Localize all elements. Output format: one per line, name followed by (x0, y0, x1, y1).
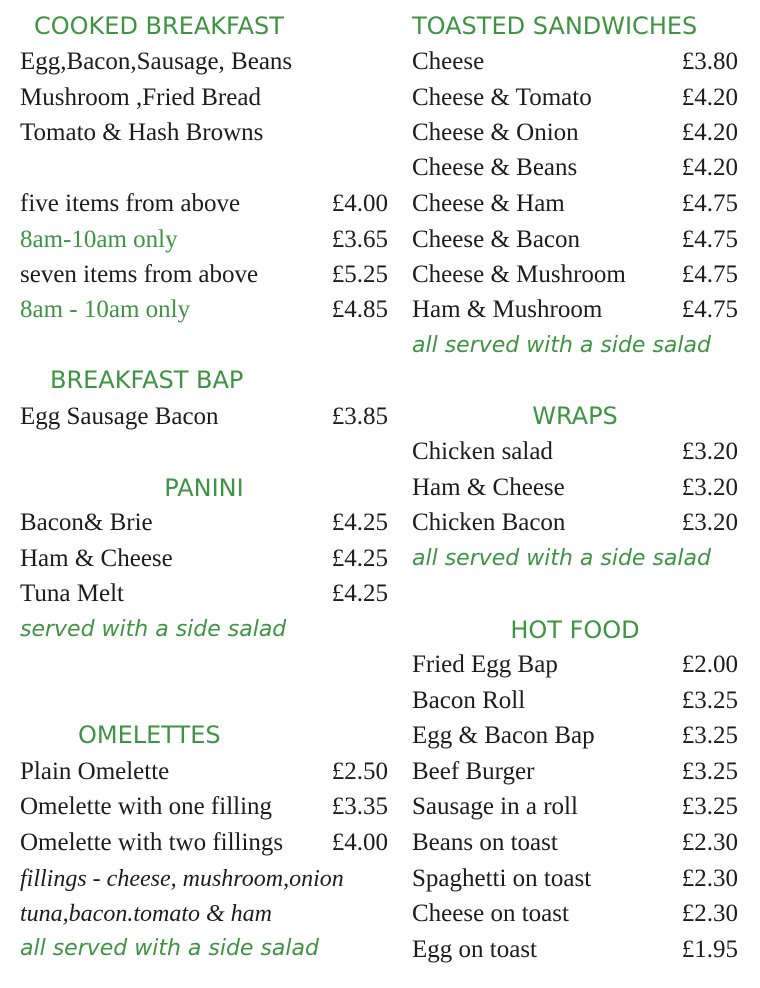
item-price: £3.85 (331, 403, 388, 430)
menu-item (412, 294, 738, 326)
item-name: Ham & Mushroom (412, 296, 603, 323)
menu-item (412, 791, 738, 823)
item-name: Egg on toast (412, 936, 537, 963)
panini-note: served with a side salad (20, 617, 287, 642)
omelettes-note: all served with a side salad (20, 936, 319, 961)
item-name: seven items from above (20, 261, 259, 288)
item-price: £2.30 (681, 829, 738, 856)
menu-item (20, 578, 388, 610)
menu-item (20, 791, 388, 823)
fillings-line: tuna,bacon.tomato & ham (20, 901, 272, 927)
item-name: Egg & Bacon Bap (412, 722, 595, 749)
item-name: Bacon& Brie (20, 509, 153, 536)
menu-item (412, 188, 738, 220)
item-name: five items from above (20, 190, 241, 217)
item-price: £3.65 (331, 226, 388, 253)
menu-item (412, 117, 738, 149)
menu-item (20, 827, 388, 859)
menu-item (412, 720, 738, 752)
item-price: £4.00 (331, 829, 388, 856)
item-price: £3.25 (681, 722, 738, 749)
item-price: £4.85 (331, 296, 388, 323)
item-price: £4.25 (331, 545, 388, 572)
menu-item (20, 543, 388, 575)
item-price: £4.75 (681, 226, 738, 253)
item-price: £2.30 (681, 900, 738, 927)
item-name: Omelette with two fillings (20, 829, 284, 856)
item-price: £2.50 (331, 758, 388, 785)
item-price: £3.25 (681, 687, 738, 714)
menu-item (412, 863, 738, 895)
item-price: £3.20 (681, 509, 738, 536)
item-name: Ham & Cheese (412, 474, 565, 501)
item-price: £4.75 (681, 296, 738, 323)
item-name: Cheese (412, 48, 485, 75)
menu-item (20, 507, 388, 539)
item-price: £3.20 (681, 474, 738, 501)
item-price: £4.20 (681, 119, 738, 146)
item-name: Ham & Cheese (20, 545, 173, 572)
menu-item (412, 756, 738, 788)
item-name: Cheese & Onion (412, 119, 579, 146)
item-name: Sausage in a roll (412, 793, 578, 820)
fillings-line: fillings - cheese, mushroom,onion (20, 866, 344, 892)
item-price: £4.20 (681, 84, 738, 111)
menu-item (412, 46, 738, 78)
item-price: £2.00 (681, 651, 738, 678)
item-price: £4.75 (681, 190, 738, 217)
menu-item (412, 224, 738, 256)
menu-item (412, 934, 738, 966)
panini-title: PANINI (164, 474, 244, 502)
item-name: Chicken salad (412, 438, 553, 465)
item-name: Beans on toast (412, 829, 558, 856)
item-name: Chicken Bacon (412, 509, 566, 536)
toasted-sandwiches-title: TOASTED SANDWICHES (412, 12, 698, 40)
item-price: £3.20 (681, 438, 738, 465)
item-price: £3.80 (681, 48, 738, 75)
menu-item (20, 188, 388, 220)
menu-item (412, 827, 738, 859)
item-name: Spaghetti on toast (412, 865, 592, 892)
item-name: Plain Omelette (20, 758, 170, 785)
item-name: Bacon Roll (412, 687, 526, 714)
item-price: £5.25 (331, 261, 388, 288)
menu-item (20, 294, 388, 326)
menu-item (412, 259, 738, 291)
menu-item (20, 224, 388, 256)
menu-item (412, 436, 738, 468)
wraps-note: all served with a side salad (412, 546, 711, 571)
menu-item (20, 259, 388, 291)
item-price: £3.35 (331, 793, 388, 820)
cooked-breakfast-title: COOKED BREAKFAST (34, 12, 284, 40)
cooked-breakfast-line: Egg,Bacon,Sausage, Beans (20, 48, 293, 75)
item-price: £4.00 (331, 190, 388, 217)
omelettes-title: OMELETTES (78, 721, 221, 749)
menu-item (412, 472, 738, 504)
item-price: £4.25 (331, 580, 388, 607)
item-name: Cheese on toast (412, 900, 569, 927)
item-name: Fried Egg Bap (412, 651, 558, 678)
menu-item (412, 82, 738, 114)
menu-item (412, 152, 738, 184)
item-price: £4.75 (681, 261, 738, 288)
item-price: £1.95 (681, 936, 738, 963)
menu-item (412, 649, 738, 681)
item-name: Beef Burger (412, 758, 535, 785)
breakfast-bap-title: BREAKFAST BAP (50, 366, 244, 394)
item-price: £3.25 (681, 793, 738, 820)
wraps-title: WRAPS (532, 402, 618, 430)
item-name: Cheese & Bacon (412, 226, 581, 253)
item-name: 8am - 10am only (20, 296, 191, 323)
item-name: 8am-10am only (20, 226, 178, 253)
item-price: £2.30 (681, 865, 738, 892)
hot-food-title: HOT FOOD (510, 616, 640, 644)
item-name: Tuna Melt (20, 580, 124, 607)
item-name: Omelette with one filling (20, 793, 273, 820)
cooked-breakfast-line: Tomato & Hash Browns (20, 119, 264, 146)
item-name: Egg Sausage Bacon (20, 403, 219, 430)
item-price: £4.25 (331, 509, 388, 536)
menu-item (412, 685, 738, 717)
item-name: Cheese & Tomato (412, 84, 592, 111)
menu-item (20, 756, 388, 788)
item-name: Cheese & Mushroom (412, 261, 626, 288)
toasted-sandwiches-note: all served with a side salad (412, 333, 711, 358)
item-price: £3.25 (681, 758, 738, 785)
menu-item (412, 507, 738, 539)
item-name: Cheese & Ham (412, 190, 565, 217)
item-name: Cheese & Beans (412, 154, 578, 181)
item-price: £4.20 (681, 154, 738, 181)
cooked-breakfast-line: Mushroom ,Fried Bread (20, 84, 261, 111)
menu-item (20, 401, 388, 433)
menu-item (412, 898, 738, 930)
